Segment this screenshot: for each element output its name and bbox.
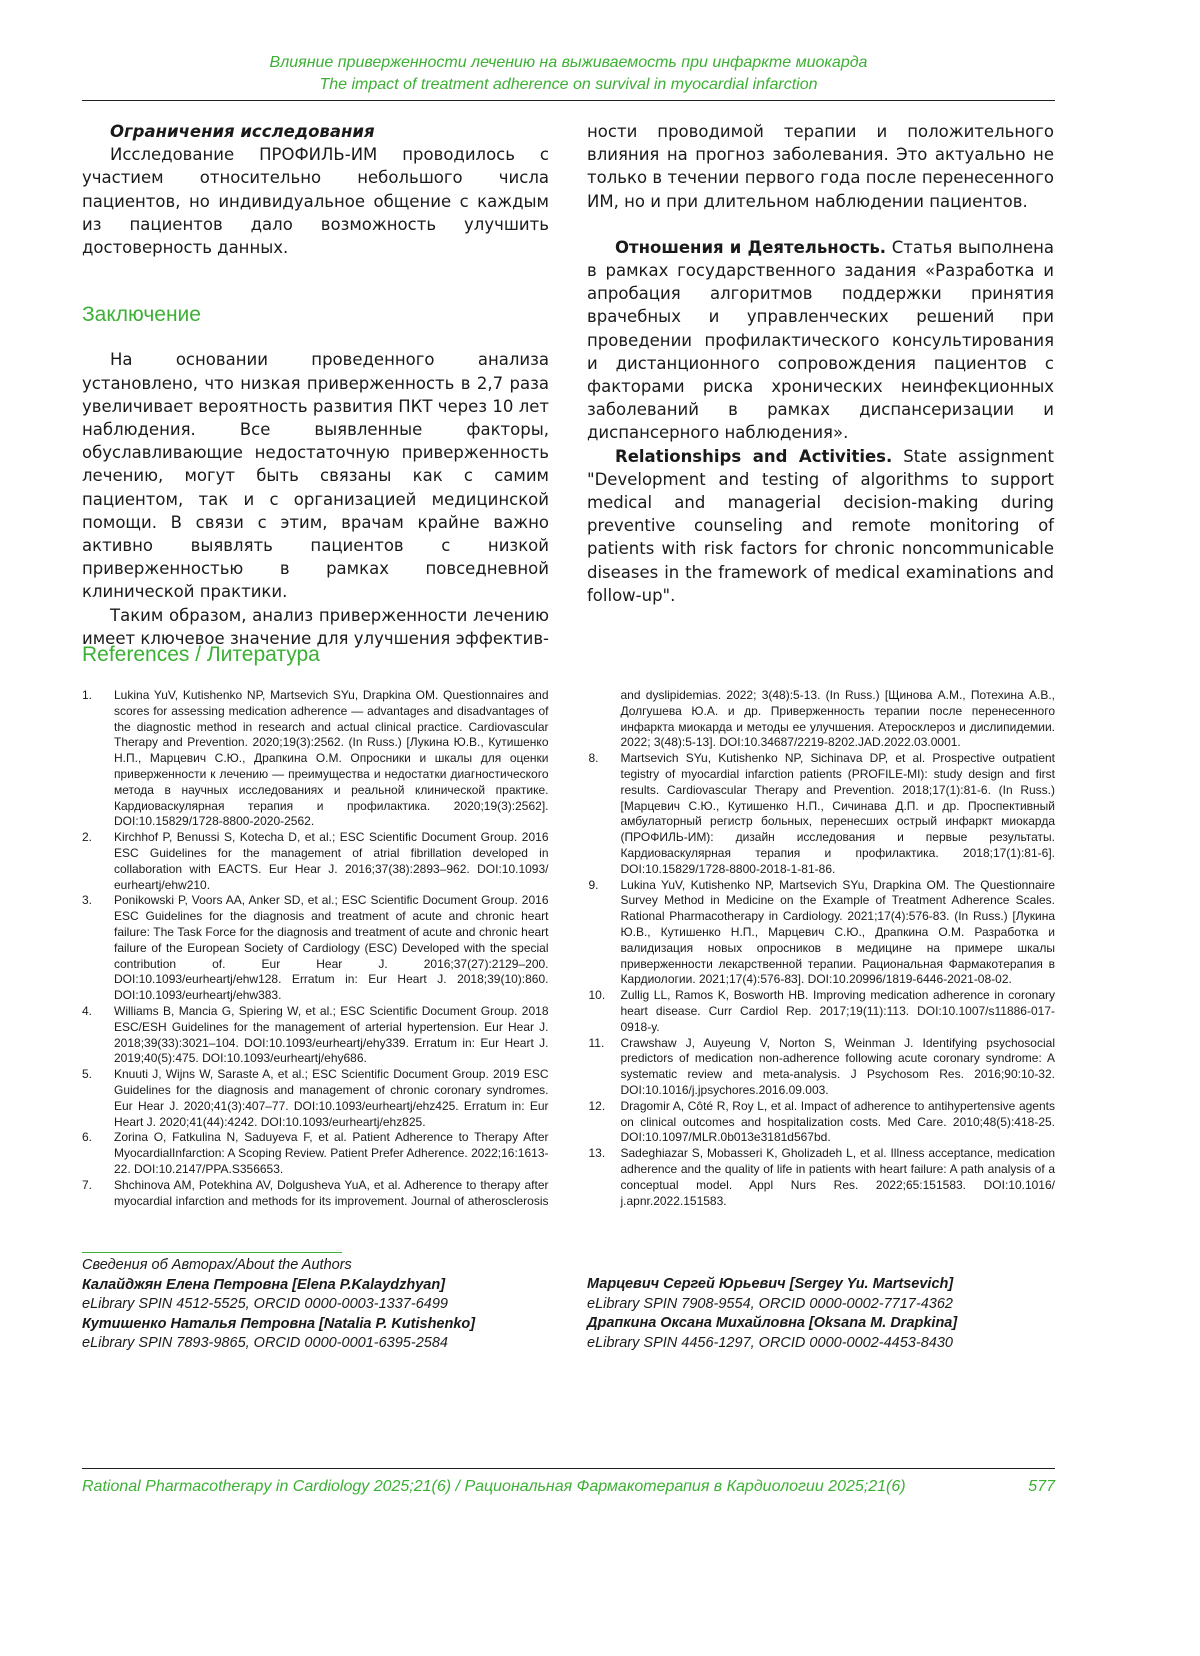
reference-text: Dragomir A, Côté R, Roy L, et al. Impact of adherence to antihypertensive agents on clinical outcomes and hospitalization costs. Med Care. 2010;48(5):418-25. DOI:10.1097/MLR.0b013e3181d567bd. (620, 1098, 1055, 1145)
author-ids: eLibrary SPIN 7893-9865, ORCID 0000-0001-6395-2584 (82, 1335, 448, 1351)
header-title-en: The impact of treatment adherence on survival in myocardial infarction (319, 76, 818, 93)
conclusion-paragraph-2-end: ности проводимой терапии и положительного влияния на прогноз заболевания. Это актуально не только в течении первого года после перенесенного ИМ, но и при длительном наблюдении пациентов. (587, 122, 1054, 211)
limitations-text: Исследование ПРОФИЛЬ-ИМ проводилось с участием относительно небольшого числа пациентов, но индивидуальное общение с каждым из пациентов дало возможность улучшить достоверность данных. (82, 145, 549, 258)
page-number: 577 (1028, 1478, 1055, 1495)
conclusion-paragraph-1: На основании проведенного анализа установлено, что низкая приверженность в 2,7 раза увеличивает вероятность развития ПКТ через 10 лет наблюдения. Все выявленные факторы, обуславливающие недостаточную приверженность лечению, могут быть связаны как с самим пациентом, так и с организацией медицинской помощи. В связи с этим, врачам крайне важно активно выявлять пациентов с низкой приверженностью в рамках повседневной клинической практики. (82, 350, 549, 602)
author-ids: eLibrary SPIN 4512-5525, ORCID 0000-0003-1337-6499 (82, 1296, 448, 1312)
reference-item (82, 688, 549, 830)
authors-divider (82, 1252, 342, 1253)
reference-item (589, 751, 1056, 877)
reference-text: Williams B, Mancia G, Spiering W, et al.; ESC Scientific Document Group. 2018 ESC/ESH Guidelines for the management of arterial hypertension. Eur Hear J. 2018;39(33):3021–104. DOI:10.1093/eurheartj/ehy339. Erratum in: Eur Heart J. 2019;40(5):475. DOI:10.1093/eurheartj/ehy686. (114, 1003, 549, 1066)
reference-text: Kirchhof P, Benussi S, Kotecha D, et al.; ESC Scientific Document Group. 2016 ESC Guidelines for the management of atrial fibrillation developed in collaboration with EACTS. Eur Hear J. 2016;37(38):2893–962. DOI:10.1093/ eurheartj/ehw210. (114, 830, 549, 892)
author-name: Марцевич Сергей Юрьевич [Sergey Yu. Martsevich] (587, 1276, 954, 1292)
reference-text: Shchinova AM, Potekhina AV, Dolgusheva YuA, et al. Adherence to therapy after myocardial infarction and methods for its improvement. Journal of atherosclerosis and dyslipidemias. 2022; 3(48):5-13. (In Russ.) [Щинова А.М., Потехина А.В., Долгушева Ю.А. и др. Приверженность терапии после перенесенного инфаркта миокарда и методы ее улучшения. Атеросклероз и дислипидемии. 2022; 3(48):5-13]. DOI:10.34687/2219-8202.JAD.2022.03.0001. (114, 688, 1055, 1208)
reference-text: Lukina YuV, Kutishenko NP, Martsevich SYu, Drapkina OM. Questionnaires and scores for assessing medication adherence — advantages and disadvantages of the diagnostic method in research and actual clinical practice. Cardiovascular Therapy and Prevention. 2020;19(3):2562. (In Russ.) [Лукина Ю.В., Кутишенко Н.П., Марцевич С.Ю., Драпкина О.М. Опросники и шкалы для оценки приверженности к лечению — преимущества и недостатки диагностического метода в научных исследованиях и реальной клинической практике. Кардиоваскулярная терапия и профилактика. 2020;19(3):2562]. DOI:10.15829/1728-8800-2020-2562. (114, 688, 549, 829)
relations-en (587, 445, 1054, 607)
reference-item (589, 988, 1056, 1035)
authors-left (82, 1256, 475, 1354)
reference-item (82, 830, 549, 893)
relations-en-text: State assignment "Development and testing of algorithms to support medical and managerial decision-making during preventive counseling and remote monitoring of patients with risk factors for chronic noncommunicable diseases in the framework of medical examinations and follow-up". (587, 446, 1054, 605)
reference-text: Zorina O, Fatkulina N, Saduyeva F, et al. Patient Adherence to Therapy After MyocardialInfarction: A Scoping Review. Patient Prefer Adherence. 2022;16:1613-22. DOI:10.2147/PPA.S356653. (114, 1130, 549, 1176)
reference-number: 6. (82, 1130, 93, 1145)
reference-text: Sadeghiazar S, Mobasseri K, Gholizadeh L, et al. Illness acceptance, medication adherence and the quality of life in patients with heart failure: A path analysis of a conceptual model. Appl Nurs Res. 2022;65:151583. DOI:10.1016/ j.apnr.2022.151583. (620, 1146, 1055, 1208)
reference-item (82, 1130, 549, 1177)
author-name: Драпкина Оксана Михайловна [Oksana M. Drapkina] (587, 1315, 958, 1331)
reference-item (589, 1099, 1056, 1146)
relations-ru (587, 236, 1054, 445)
reference-item (589, 1146, 1056, 1209)
authors-right (587, 1275, 957, 1353)
reference-number: 3. (82, 893, 93, 908)
reference-item (82, 1004, 549, 1067)
reference-number: 13. (588, 1146, 606, 1161)
conclusion-paragraph-2-start: Таким образом, анализ приверженности лечению имеет ключевое значение для улучшения эффектив- (82, 605, 549, 648)
reference-text: Knuuti J, Wijns W, Saraste A, et al.; ESC Scientific Document Group. 2019 ESC Guidelines for the diagnosis and management of chronic coronary syndromes. Eur Hear J. 2020;41(3):407–77. DOI:10.1093/eurheartj/ehz425. Erratum in: Eur Heart J. 2020;41(44):4242. DOI:10.1093/eurheartj/ehz825. (114, 1067, 549, 1129)
references-heading: References / Литература (82, 643, 320, 666)
reference-number: 4. (82, 1003, 93, 1018)
reference-text: Crawshaw J, Auyeung V, Norton S, Weinman J. Identifying psychosocial predictors of medication non-adherence following acute coronary syndrome: A systematic review and meta-analysis. J Psychosom Res. 2016;90:10-32. DOI:10.1016/j.jpsychores.2016.09.003. (620, 1035, 1055, 1097)
running-header (82, 52, 1055, 96)
page-footer (82, 1478, 1055, 1496)
conclusion-heading: Заключение (82, 303, 201, 327)
reference-item (589, 1036, 1056, 1099)
author-name: Кутишенко Наталья Петровна [Natalia P. Kutishenko] (82, 1315, 476, 1332)
authors-heading: Сведения об Авторах/About the Authors (82, 1257, 352, 1273)
relations-ru-text: Статья выполнена в рамках государственного задания «Разработка и апробация алгоритмов поддержки принятия врачебных и управленческих решений при проведении профилактического консультирования и дистанционного сопровождения пациентов с факторами риска хронических неинфекционных заболеваний в рамках диспансеризации и диспансерного наблюдения». (587, 237, 1054, 443)
reference-number: 11. (588, 1035, 605, 1050)
reference-list (82, 688, 1055, 1209)
reference-item (82, 1067, 549, 1130)
reference-text: Ponikowski P, Voors AA, Anker SD, et al.; ESC Scientific Document Group. 2016 ESC Guidelines for the diagnosis and treatment of acute and chronic heart failure: The Task Force for the diagnosis and treatment of acute and chronic heart failure of the European Society of Cardiology (ESC) Developed with the special contribution of. Eur Hear J. 2016;37(27):2129–200. DOI:10.1093/eurheartj/ehw128. Erratum in: Eur Heart J. 2018;39(10):860. DOI:10.1093/eurheartj/ehw383. (114, 893, 549, 1003)
relations-en-label: Relationships and Activities. (615, 446, 893, 466)
reference-number: 1. (82, 688, 93, 702)
reference-text: Zullig LL, Ramos K, Bosworth HB. Improving medication adherence in coronary heart disease. Curr Cardiol Rep. 2017;19(11):113. DOI:10.1007/s11886-017-0918-y. (620, 988, 1055, 1034)
reference-number: 8. (588, 751, 599, 766)
footer-journal: Rational Pharmacotherapy in Cardiology 2025;21(6) / Рациональная Фармакотерапия в Кардиологии 2025;21(6) (82, 1478, 906, 1495)
reference-item (589, 878, 1056, 989)
reference-number: 2. (82, 830, 93, 845)
footer-divider (82, 1468, 1055, 1469)
author-ids: eLibrary SPIN 4456-1297, ORCID 0000-0002-4453-8430 (587, 1334, 953, 1351)
reference-number: 7. (82, 1177, 93, 1192)
right-column (587, 120, 1054, 607)
header-divider (82, 100, 1055, 101)
author-name: Калайджян Елена Петровна [Elena P.Kalaydzhyan] (82, 1276, 446, 1293)
reference-number: 9. (588, 877, 599, 892)
reference-number: 5. (82, 1067, 93, 1082)
limitations-heading: Ограничения исследования (110, 122, 375, 141)
reference-text: Martsevich SYu, Kutishenko NP, Sichinava DP, et al. Prospective outpatient tegistry of myocardial infarction patients (PROFILE-MI): study design and first results. Cardiovascular Therapy and Prevention. 2018;17(1):81-6. (In Russ.) [Марцевич С.Ю., Кутишенко Н.П., Сичинава Д.П. и др. Проспективный амбулаторный регистр больных, перенесших острый инфаркт миокарда (ПРОФИЛЬ-ИМ): дизайн исследования и первые результаты. Кардиоваскулярная терапия и профилактика. 2018;17(1):81-6]. DOI:10.15829/1728-8800-2018-1-81-86. (620, 751, 1055, 876)
reference-number: 10. (588, 988, 606, 1003)
author-ids: eLibrary SPIN 7908-9554, ORCID 0000-0002-7717-4362 (587, 1295, 953, 1312)
header-title-ru: Влияние приверженности лечению на выживаемость при инфаркте миокарда (269, 54, 868, 71)
reference-item (82, 893, 549, 1004)
reference-text: Lukina YuV, Kutishenko NP, Martsevich SYu, Drapkina OM. The Questionnaire Survey Method in Medicine on the Example of Treatment Adherence Scales. Rational Pharmacotherapy in Cardiology. 2021;17(4):576-83. (In Russ.) [Лукина Ю.В., Кутишенко Н.П., Марцевич С.Ю., Драпкина О.М. Разработка и валидизация новых опросников в медицине на примере шкалы приверженности лекарственной терапии. Рациональная Фармакотерапия в Кардиологии. 2021;17(4):576-83]. DOI:10.20996/1819-6446-2021-08-02. (620, 877, 1055, 987)
relations-ru-label: Отношения и Деятельность. (615, 237, 887, 257)
left-column (82, 120, 549, 650)
reference-number: 12. (588, 1098, 606, 1113)
